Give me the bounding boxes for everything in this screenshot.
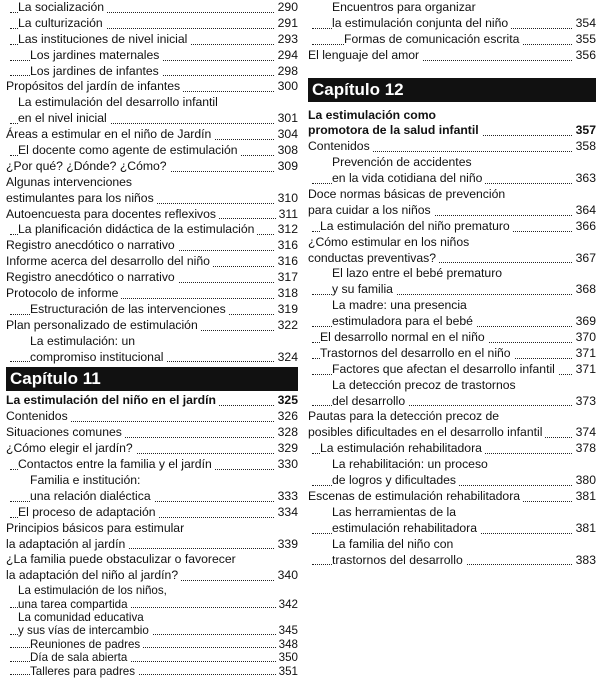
toc-entry-page: 322	[275, 318, 298, 334]
toc-entry	[6, 64, 298, 80]
toc-entry-page: 300	[275, 79, 298, 95]
toc-entry-title: El lazo entre el bebé prematuro	[332, 266, 505, 282]
toc-entry	[308, 251, 596, 267]
toc-entry-title: la estimulación conjunta del niño	[332, 16, 511, 32]
toc-entry-title: La familia del niño con	[332, 537, 456, 553]
toc-entry-title: Contactos entre la familia y el jardín	[18, 457, 215, 473]
toc-entry	[308, 203, 596, 219]
toc-entry	[308, 394, 596, 410]
toc-entry-page: 317	[275, 270, 298, 286]
toc-entry-title: del desarrollo	[332, 394, 408, 410]
toc-entry-title: ¿La familia puede obstaculizar o favorecer	[6, 552, 239, 568]
toc-entry-page: 304	[275, 127, 298, 143]
toc-entry-page: 366	[573, 219, 596, 235]
toc-entry	[308, 0, 596, 16]
toc-entry-title: Registro anecdótico o narrativo	[6, 270, 178, 286]
toc-entry-title: El desarrollo normal en el niño	[320, 330, 488, 346]
toc-entry	[308, 48, 596, 64]
toc-entry-title: promotora de la salud infantil	[308, 123, 482, 139]
toc-entry	[6, 665, 298, 678]
toc-entry-page: 339	[275, 537, 298, 553]
toc-entry	[6, 302, 298, 318]
toc-entry	[308, 330, 596, 346]
toc-entry	[308, 187, 596, 203]
toc-entry	[6, 191, 298, 207]
toc-entry-title: Principios básicos para estimular	[6, 521, 187, 537]
toc-entry	[6, 473, 298, 489]
toc-entry	[6, 16, 298, 32]
toc-left-column	[6, 0, 298, 678]
toc-entry-title: estimuladora para el bebé	[332, 314, 476, 330]
toc-entry-page: 348	[276, 638, 298, 651]
toc-section-b	[6, 393, 298, 677]
toc-entry	[308, 16, 596, 32]
toc-entry-title: en la vida cotidiana del niño	[332, 171, 485, 187]
toc-entry-page: 364	[573, 203, 596, 219]
toc-entry	[308, 409, 596, 425]
toc-entry-title: una relación dialéctica	[30, 489, 154, 505]
toc-entry	[6, 238, 298, 254]
toc-entry	[6, 598, 298, 611]
toc-entry	[6, 127, 298, 143]
toc-entry-title: La estimulación de los niños,	[18, 584, 170, 597]
toc-entry-title: Formas de comunicación escrita	[344, 32, 522, 48]
toc-entry	[6, 159, 298, 175]
toc-entry-title: Talleres para padres	[30, 665, 138, 678]
toc-entry-title: Los jardines maternales	[30, 48, 162, 64]
toc-entry-page: 369	[573, 314, 596, 330]
toc-entry-title: Reuniones de padres	[30, 638, 143, 651]
toc-entry	[308, 425, 596, 441]
toc-entry	[308, 473, 596, 489]
toc-entry-title: Estructuración de las intervenciones	[30, 302, 229, 318]
toc-entry	[308, 266, 596, 282]
toc-entry	[308, 441, 596, 457]
toc-entry	[308, 155, 596, 171]
toc-entry-title: La socialización	[18, 0, 107, 16]
toc-entry	[6, 489, 298, 505]
toc-entry-title: Día de sala abierta	[30, 651, 130, 664]
toc-entry	[308, 314, 596, 330]
toc-entry-title: la adaptación del niño al jardín?	[6, 568, 181, 584]
toc-entry-page: 371	[573, 362, 596, 378]
toc-entry	[6, 393, 298, 409]
toc-entry	[308, 346, 596, 362]
toc-entry-page: 319	[275, 302, 298, 318]
toc-entry	[6, 624, 298, 637]
toc-entry	[6, 32, 298, 48]
toc-entry	[308, 235, 596, 251]
toc-entry	[308, 521, 596, 537]
toc-entry-title: Áreas a estimular en el niño de Jardín	[6, 127, 214, 143]
toc-entry	[308, 108, 596, 124]
toc-entry-title: Encuentros para organizar	[332, 0, 479, 16]
toc-entry	[308, 123, 596, 139]
toc-entry-title: ¿Cómo elegir el jardín?	[6, 441, 136, 457]
toc-entry-page: 358	[573, 139, 596, 155]
toc-entry-page: 324	[275, 350, 298, 366]
toc-entry-title: Factores que afectan el desarrollo infantil	[332, 362, 558, 378]
toc-entry-page: 350	[276, 651, 298, 664]
toc-entry	[308, 298, 596, 314]
toc-entry-title: Pautas para la detección precoz de	[308, 409, 502, 425]
toc-entry-title: El docente como agente de estimulación	[18, 143, 241, 159]
toc-entry-title: posibles dificultades en el desarrollo infantil	[308, 425, 545, 441]
toc-entry-title: Propósitos del jardín de infantes	[6, 79, 183, 95]
toc-entry-title: Trastornos del desarrollo en el niño	[320, 346, 514, 362]
toc-entry-page: 356	[573, 48, 596, 64]
toc-entry	[6, 95, 298, 111]
toc-entry	[6, 270, 298, 286]
toc-entry	[6, 457, 298, 473]
toc-entry-page: 309	[275, 159, 298, 175]
toc-entry	[308, 282, 596, 298]
toc-entry-title: El proceso de adaptación	[18, 505, 159, 521]
toc-entry-title: La culturización	[18, 16, 106, 32]
toc-entry-title: compromiso institucional	[30, 350, 166, 366]
toc-entry-page: 316	[275, 254, 298, 270]
toc-entry-title: trastornos del desarrollo	[332, 553, 466, 569]
toc-entry-page: 293	[275, 32, 298, 48]
toc-entry	[6, 638, 298, 651]
toc-entry-title: Contenidos	[6, 409, 71, 425]
chapter-heading: Capítulo 12	[308, 78, 596, 102]
toc-entry-page: 367	[573, 251, 596, 267]
toc-entry-title: La estimulación del niño en el jardín	[6, 393, 219, 409]
toc-entry-page: 312	[275, 222, 298, 238]
toc-entry	[308, 32, 596, 48]
toc-entry	[6, 537, 298, 553]
toc-entry	[308, 139, 596, 155]
toc-entry-page: 298	[275, 64, 298, 80]
toc-entry-title: Situaciones comunes	[6, 425, 125, 441]
toc-entry-title: La estimulación como	[308, 108, 439, 124]
toc-entry	[6, 0, 298, 16]
toc-entry-title: El lenguaje del amor	[308, 48, 422, 64]
toc-entry-page: 357	[573, 123, 596, 139]
toc-entry	[6, 111, 298, 127]
toc-entry-title: Registro anecdótico o narrativo	[6, 238, 178, 254]
toc-entry-title: una tarea compartida	[18, 598, 131, 611]
toc-entry	[6, 441, 298, 457]
toc-entry-page: 333	[275, 489, 298, 505]
toc-entry	[6, 425, 298, 441]
toc-entry-page: 351	[276, 665, 298, 678]
toc-entry-page: 330	[275, 457, 298, 473]
toc-entry-page: 334	[275, 505, 298, 521]
toc-section-a	[308, 0, 596, 64]
toc-entry	[6, 48, 298, 64]
toc-entry-title: y su familia	[332, 282, 396, 298]
toc-entry-page: 355	[573, 32, 596, 48]
toc-entry	[6, 334, 298, 350]
toc-entry-title: Escenas de estimulación rehabilitadora	[308, 489, 523, 505]
toc-section-a	[6, 0, 298, 365]
toc-entry	[6, 286, 298, 302]
toc-entry-page: 311	[276, 207, 298, 223]
toc-entry	[6, 222, 298, 238]
toc-entry-page: 310	[275, 191, 298, 207]
toc-entry-title: La estimulación del niño prematuro	[320, 219, 513, 235]
toc-entry-title: La estimulación del desarrollo infantil	[18, 95, 221, 111]
toc-entry-title: Informe acerca del desarrollo del niño	[6, 254, 213, 270]
toc-entry-title: la adaptación al jardín	[6, 537, 128, 553]
toc-entry-page: 368	[573, 282, 596, 298]
toc-entry-page: 345	[276, 624, 298, 637]
toc-entry-title: La comunidad educativa	[18, 611, 147, 624]
toc-entry	[308, 537, 596, 553]
toc-entry	[6, 505, 298, 521]
toc-entry-title: La madre: una presencia	[332, 298, 470, 314]
toc-right-column	[308, 0, 596, 568]
toc-entry	[308, 553, 596, 569]
toc-entry-page: 301	[275, 111, 298, 127]
toc-entry-title: de logros y dificultades	[332, 473, 459, 489]
toc-entry	[6, 175, 298, 191]
toc-entry	[308, 362, 596, 378]
toc-entry	[6, 568, 298, 584]
toc-entry	[6, 651, 298, 664]
toc-entry	[6, 318, 298, 334]
toc-entry	[6, 409, 298, 425]
toc-entry	[6, 143, 298, 159]
toc-entry-title: estimulación rehabilitadora	[332, 521, 480, 537]
toc-entry-page: 354	[573, 16, 596, 32]
toc-entry	[308, 378, 596, 394]
toc-entry-title: Protocolo de informe	[6, 286, 121, 302]
toc-entry-title: La rehabilitación: un proceso	[332, 457, 491, 473]
toc-entry	[308, 457, 596, 473]
toc-entry-page: 381	[573, 521, 596, 537]
toc-entry-page: 380	[573, 473, 596, 489]
toc-entry-page: 291	[275, 16, 298, 32]
toc-entry	[6, 350, 298, 366]
toc-entry-page: 342	[276, 598, 298, 611]
toc-entry-page: 378	[573, 441, 596, 457]
toc-entry-page: 340	[275, 568, 298, 584]
toc-entry-title: Autoencuesta para docentes reflexivos	[6, 207, 219, 223]
toc-entry-title: estimulantes para los niños	[6, 191, 157, 207]
toc-entry-title: ¿Cómo estimular en los niños	[308, 235, 472, 251]
toc-entry-title: Algunas intervenciones	[6, 175, 135, 191]
toc-entry-page: 326	[275, 409, 298, 425]
toc-entry-page: 371	[573, 346, 596, 362]
toc-entry-page: 329	[275, 441, 298, 457]
toc-entry-title: La estimulación: un	[30, 334, 138, 350]
toc-entry-page: 370	[573, 330, 596, 346]
toc-entry	[6, 521, 298, 537]
toc-entry-title: La planificación didáctica de la estimulación	[18, 222, 257, 238]
toc-entry-title: Prevención de accidentes	[332, 155, 475, 171]
toc-entry-title: Familia e institución:	[30, 473, 143, 489]
toc-entry-page: 383	[573, 553, 596, 569]
toc-entry-page: 373	[573, 394, 596, 410]
toc-entry-title: conductas preventivas?	[308, 251, 439, 267]
toc-entry-title: Las instituciones de nivel inicial	[18, 32, 190, 48]
toc-entry	[6, 254, 298, 270]
toc-entry-title: La estimulación rehabilitadora	[320, 441, 485, 457]
toc-entry	[308, 219, 596, 235]
toc-entry-page: 294	[275, 48, 298, 64]
toc-entry-page: 308	[275, 143, 298, 159]
toc-entry	[308, 171, 596, 187]
toc-entry	[6, 584, 298, 597]
toc-entry-title: Contenidos	[308, 139, 373, 155]
toc-entry-title: Las herramientas de la	[332, 505, 459, 521]
toc-entry	[6, 207, 298, 223]
toc-entry-page: 316	[275, 238, 298, 254]
toc-entry-page: 374	[573, 425, 596, 441]
chapter-heading: Capítulo 11	[6, 367, 298, 391]
toc-entry-page: 290	[275, 0, 298, 16]
toc-entry-page: 328	[275, 425, 298, 441]
toc-entry-title: Plan personalizado de estimulación	[6, 318, 201, 334]
toc-entry-title: en el nivel inicial	[18, 111, 110, 127]
toc-section-b	[308, 108, 596, 569]
toc-entry-page: 363	[573, 171, 596, 187]
toc-entry-page: 318	[275, 286, 298, 302]
toc-entry	[6, 79, 298, 95]
toc-entry-title: para cuidar a los niños	[308, 203, 434, 219]
toc-entry	[308, 489, 596, 505]
toc-entry	[308, 505, 596, 521]
toc-entry-page: 381	[573, 489, 596, 505]
toc-entry-title: Los jardines de infantes	[30, 64, 162, 80]
toc-entry	[6, 552, 298, 568]
toc-entry-title: La detección precoz de trastornos	[332, 378, 519, 394]
toc-entry-title: Doce normas básicas de prevención	[308, 187, 508, 203]
toc-entry	[6, 611, 298, 624]
toc-entry-title: ¿Por qué? ¿Dónde? ¿Cómo?	[6, 159, 170, 175]
toc-entry-page: 325	[275, 393, 298, 409]
toc-entry-title: y sus vías de intercambio	[18, 624, 152, 637]
